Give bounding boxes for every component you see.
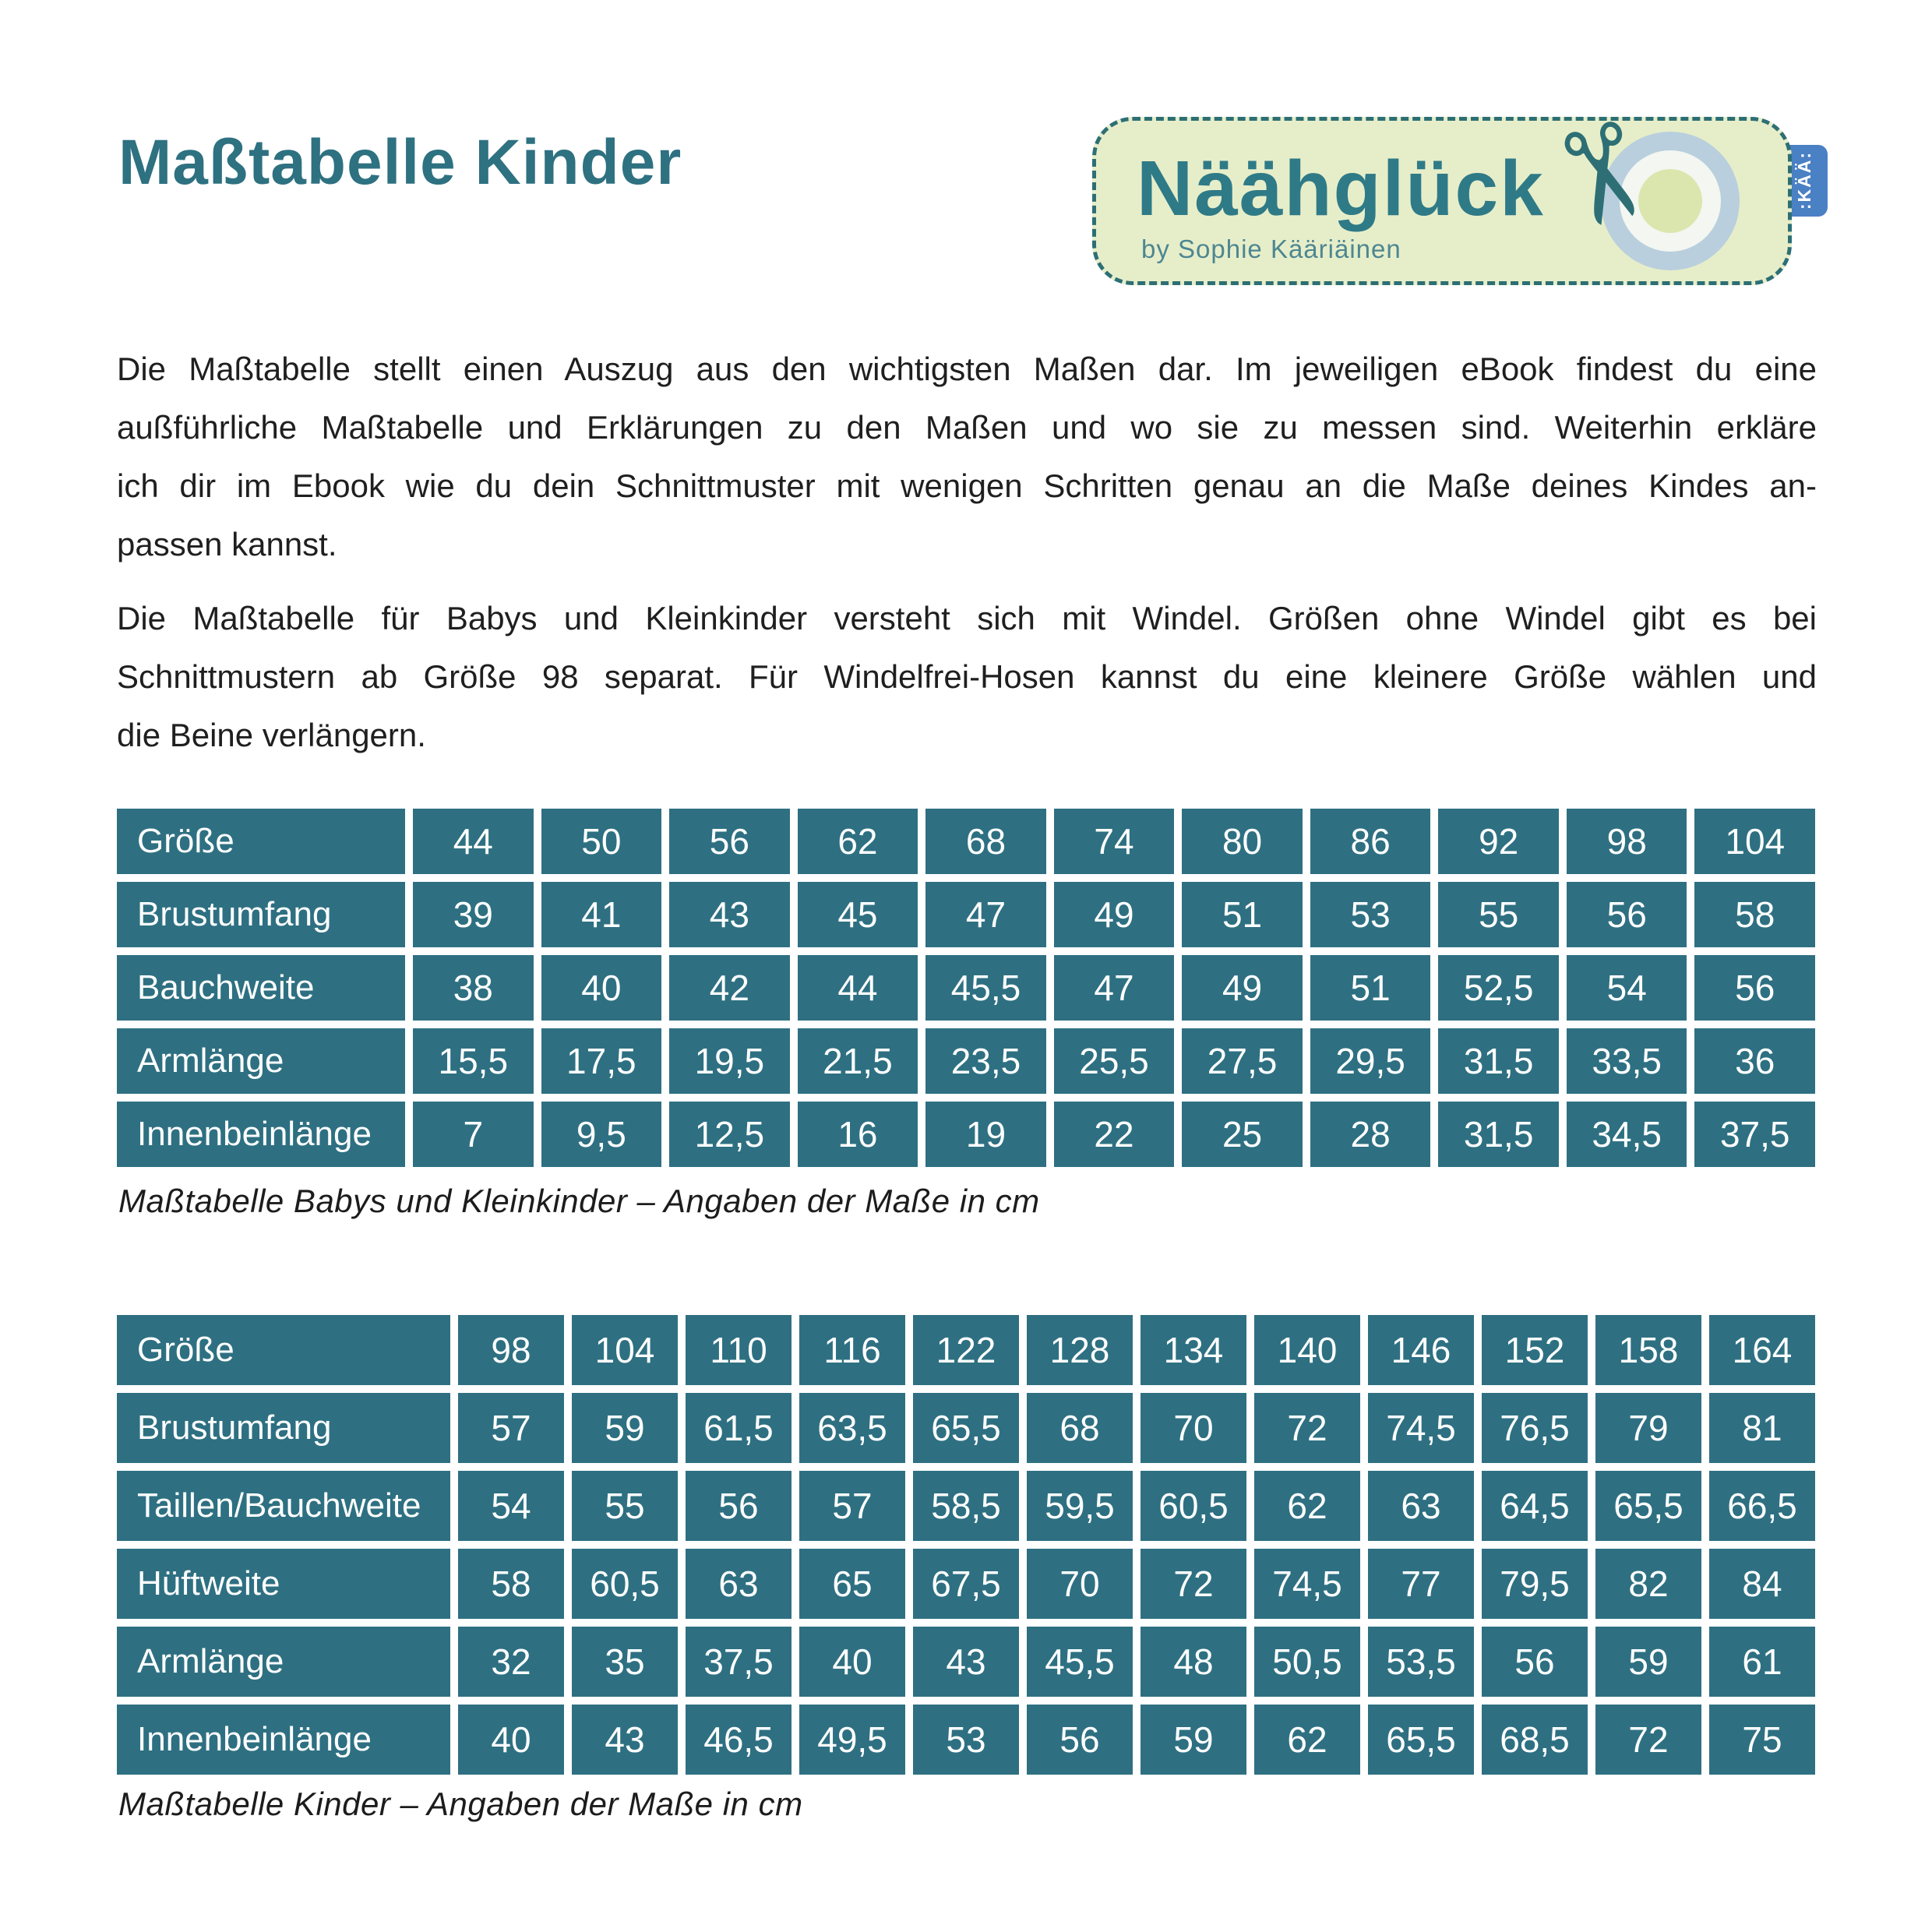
table-cell: 42 <box>669 955 790 1021</box>
row-label: Armlänge <box>117 1028 405 1094</box>
table-cell: 44 <box>798 955 918 1021</box>
table-row <box>117 1028 1815 1094</box>
table-cell: 98 <box>458 1315 564 1385</box>
table-cell: 19 <box>925 1102 1046 1167</box>
table-cell: 46,5 <box>686 1705 791 1775</box>
table-cell: 48 <box>1141 1627 1246 1697</box>
table-cell: 53,5 <box>1368 1627 1474 1697</box>
row-label: Armlänge <box>117 1627 450 1697</box>
table-cell: 59,5 <box>1027 1471 1133 1541</box>
table-cell: 38 <box>413 955 534 1021</box>
paragraph-line: ich dir im Ebook wie du dein Schnittmuster mit wenigen Schritten genau an die Maße deines Kindes an- <box>117 467 1817 504</box>
table-cell: 39 <box>413 882 534 947</box>
table-cell: 49,5 <box>799 1705 905 1775</box>
table-cell: 35 <box>572 1627 678 1697</box>
paragraph-line: außführliche Maßtabelle und Erklärungen zu den Maßen und wo sie zu messen sind. Weiterhin erkläre <box>117 409 1817 446</box>
table-cell: 55 <box>572 1471 678 1541</box>
table-row <box>117 882 1815 947</box>
table-cell: 128 <box>1027 1315 1133 1385</box>
table-cell: 79 <box>1595 1393 1701 1463</box>
table-cell: 81 <box>1709 1393 1815 1463</box>
scissors-icon: ✂ <box>1515 102 1687 249</box>
brand-byline: by Sophie Kääriäinen <box>1141 234 1401 263</box>
table-cell: 12,5 <box>669 1102 790 1167</box>
table-cell: 58,5 <box>913 1471 1019 1541</box>
table-cell: 25 <box>1182 1102 1303 1167</box>
table-cell: 63 <box>686 1549 791 1619</box>
table-cell: 110 <box>686 1315 791 1385</box>
table-cell: 164 <box>1709 1315 1815 1385</box>
row-label: Hüftweite <box>117 1549 450 1619</box>
table-cell: 56 <box>686 1471 791 1541</box>
table-cell: 63 <box>1368 1471 1474 1541</box>
table-cell: 64,5 <box>1482 1471 1588 1541</box>
table-cell: 92 <box>1438 809 1559 874</box>
table-cell: 19,5 <box>669 1028 790 1094</box>
table-cell: 54 <box>458 1471 564 1541</box>
table-cell: 36 <box>1694 1028 1815 1094</box>
table-cell: 57 <box>799 1471 905 1541</box>
paragraph-line: Die Maßtabelle stellt einen Auszug aus den wichtigsten Maßen dar. Im jeweiligen eBook findest du eine <box>117 351 1817 387</box>
table-cell: 31,5 <box>1438 1028 1559 1094</box>
table-cell: 80 <box>1182 809 1303 874</box>
brand-tab-label: :KÄÄ: <box>1793 151 1814 210</box>
table-cell: 54 <box>1567 955 1687 1021</box>
table-cell: 57 <box>458 1393 564 1463</box>
table-caption: Maßtabelle Kinder – Angaben der Maße in cm <box>118 1786 803 1822</box>
table-cell: 140 <box>1254 1315 1360 1385</box>
table-cell: 152 <box>1482 1315 1588 1385</box>
table-cell: 47 <box>1054 955 1175 1021</box>
row-label: Innenbeinlänge <box>117 1705 450 1775</box>
table-cell: 74,5 <box>1254 1549 1360 1619</box>
table-cell: 65 <box>799 1549 905 1619</box>
table-cell: 72 <box>1141 1549 1246 1619</box>
table-cell: 43 <box>572 1705 678 1775</box>
table-cell: 56 <box>1027 1705 1133 1775</box>
table-cell: 50 <box>541 809 662 874</box>
brand-badge <box>1092 102 1792 285</box>
table-cell: 16 <box>798 1102 918 1167</box>
table-cell: 59 <box>1141 1705 1246 1775</box>
table-cell: 43 <box>669 882 790 947</box>
table-cell: 104 <box>1694 809 1815 874</box>
paragraph-line: Schnittmustern ab Größe 98 separat. Für Windelfrei-Hosen kannst du eine kleinere Größe wählen und <box>117 658 1817 695</box>
table-row <box>117 1705 1815 1775</box>
table-cell: 58 <box>1694 882 1815 947</box>
table-cell: 79,5 <box>1482 1549 1588 1619</box>
table-row <box>117 809 1815 874</box>
row-label: Innenbeinlänge <box>117 1102 405 1167</box>
table-cell: 65,5 <box>1368 1705 1474 1775</box>
table-cell: 41 <box>541 882 662 947</box>
table-row <box>117 1549 1815 1619</box>
table-cell: 34,5 <box>1567 1102 1687 1167</box>
table-cell: 31,5 <box>1438 1102 1559 1167</box>
table-cell: 56 <box>669 809 790 874</box>
brand-name: Näähglück <box>1137 145 1545 232</box>
table-cell: 134 <box>1141 1315 1246 1385</box>
table-cell: 55 <box>1438 882 1559 947</box>
table-cell: 84 <box>1709 1549 1815 1619</box>
table-cell: 65,5 <box>1595 1471 1701 1541</box>
table-cell: 53 <box>1310 882 1431 947</box>
table-cell: 60,5 <box>1141 1471 1246 1541</box>
table-cell: 58 <box>458 1549 564 1619</box>
table-cell: 158 <box>1595 1315 1701 1385</box>
table-cell: 21,5 <box>798 1028 918 1094</box>
table-cell: 49 <box>1054 882 1175 947</box>
table-cell: 62 <box>1254 1471 1360 1541</box>
table-cell: 56 <box>1567 882 1687 947</box>
windel-paragraph <box>117 589 1817 764</box>
table-cell: 66,5 <box>1709 1471 1815 1541</box>
table-cell: 50,5 <box>1254 1627 1360 1697</box>
row-label: Brustumfang <box>117 882 405 947</box>
table-cell: 70 <box>1027 1549 1133 1619</box>
table-cell: 68,5 <box>1482 1705 1588 1775</box>
table-cell: 98 <box>1567 809 1687 874</box>
paragraph-line: passen kannst. <box>117 526 337 562</box>
table-cell: 56 <box>1694 955 1815 1021</box>
table-cell: 23,5 <box>925 1028 1046 1094</box>
table-cell: 32 <box>458 1627 564 1697</box>
table-cell: 72 <box>1595 1705 1701 1775</box>
table-cell: 51 <box>1182 882 1303 947</box>
table-cell: 62 <box>798 809 918 874</box>
table-cell: 53 <box>913 1705 1019 1775</box>
table-cell: 75 <box>1709 1705 1815 1775</box>
table-cell: 43 <box>913 1627 1019 1697</box>
table-cell: 40 <box>541 955 662 1021</box>
page-title: Maßtabelle Kinder <box>118 127 682 198</box>
table-cell: 7 <box>413 1102 534 1167</box>
table-cell: 146 <box>1368 1315 1474 1385</box>
table-cell: 72 <box>1254 1393 1360 1463</box>
table-cell: 40 <box>458 1705 564 1775</box>
table-cell: 59 <box>572 1393 678 1463</box>
table-cell: 29,5 <box>1310 1028 1431 1094</box>
table-cell: 27,5 <box>1182 1028 1303 1094</box>
table-cell: 74 <box>1054 809 1175 874</box>
table-row <box>117 1393 1815 1463</box>
table-cell: 22 <box>1054 1102 1175 1167</box>
table-cell: 122 <box>913 1315 1019 1385</box>
table-cell: 37,5 <box>1694 1102 1815 1167</box>
table-cell: 70 <box>1141 1393 1246 1463</box>
table-cell: 28 <box>1310 1102 1431 1167</box>
table-cell: 45,5 <box>925 955 1046 1021</box>
table-cell: 44 <box>413 809 534 874</box>
table-cell: 37,5 <box>686 1627 791 1697</box>
table-row <box>117 955 1815 1021</box>
paragraph-line: die Beine verlängern. <box>117 717 426 753</box>
table-cell: 61,5 <box>686 1393 791 1463</box>
table-cell: 45 <box>798 882 918 947</box>
table-cell: 33,5 <box>1567 1028 1687 1094</box>
table-row <box>117 1315 1815 1385</box>
table-cell: 25,5 <box>1054 1028 1175 1094</box>
table-row <box>117 1102 1815 1167</box>
logo-target-circles <box>1515 102 1740 270</box>
table-cell: 104 <box>572 1315 678 1385</box>
table-cell: 51 <box>1310 955 1431 1021</box>
table-cell: 47 <box>925 882 1046 947</box>
table-cell: 67,5 <box>913 1549 1019 1619</box>
table-cell: 59 <box>1595 1627 1701 1697</box>
table-cell: 60,5 <box>572 1549 678 1619</box>
table-cell: 68 <box>925 809 1046 874</box>
size-table-babies <box>117 809 1815 1175</box>
table-cell: 17,5 <box>541 1028 662 1094</box>
table-cell: 49 <box>1182 955 1303 1021</box>
table-cell: 62 <box>1254 1705 1360 1775</box>
intro-paragraph <box>117 340 1817 573</box>
table-cell: 9,5 <box>541 1102 662 1167</box>
paragraph-line: Die Maßtabelle für Babys und Kleinkinder versteht sich mit Windel. Größen ohne Windel gibt es bei <box>117 600 1817 636</box>
table-cell: 56 <box>1482 1627 1588 1697</box>
table-cell: 15,5 <box>413 1028 534 1094</box>
table-cell: 45,5 <box>1027 1627 1133 1697</box>
row-label: Bauchweite <box>117 955 405 1021</box>
table-cell: 76,5 <box>1482 1393 1588 1463</box>
table-cell: 86 <box>1310 809 1431 874</box>
table-cell: 77 <box>1368 1549 1474 1619</box>
table-cell: 82 <box>1595 1549 1701 1619</box>
table-cell: 74,5 <box>1368 1393 1474 1463</box>
table-cell: 68 <box>1027 1393 1133 1463</box>
table-row <box>117 1471 1815 1541</box>
table-cell: 52,5 <box>1438 955 1559 1021</box>
size-table-kids <box>117 1315 1815 1782</box>
row-label: Größe <box>117 1315 450 1385</box>
table-cell: 61 <box>1709 1627 1815 1697</box>
row-label: Brustumfang <box>117 1393 450 1463</box>
row-label: Taillen/Bauchweite <box>117 1471 450 1541</box>
table-cell: 63,5 <box>799 1393 905 1463</box>
row-label: Größe <box>117 809 405 874</box>
table-cell: 40 <box>799 1627 905 1697</box>
table-cell: 65,5 <box>913 1393 1019 1463</box>
table-row <box>117 1627 1815 1697</box>
table-cell: 116 <box>799 1315 905 1385</box>
table-caption: Maßtabelle Babys und Kleinkinder – Angaben der Maße in cm <box>118 1183 1040 1219</box>
